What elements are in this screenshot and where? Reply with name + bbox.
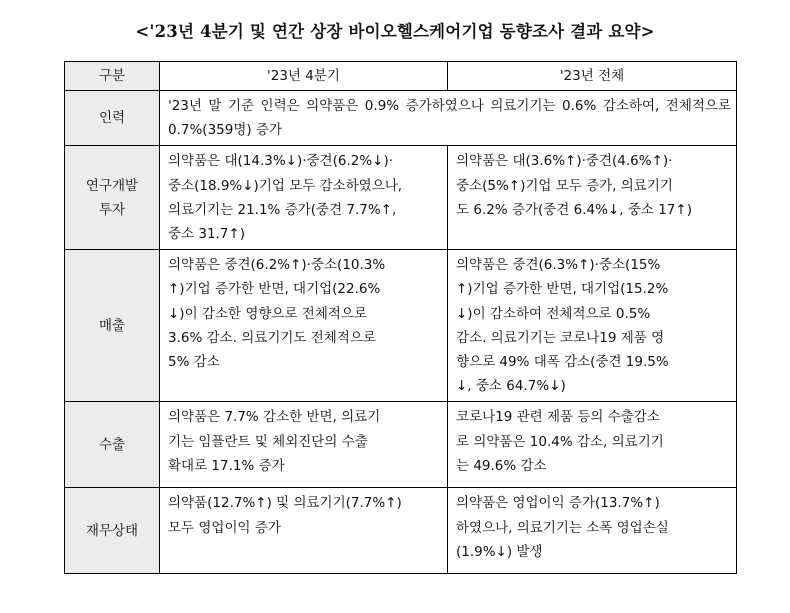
cell-line: ↑)기업 증가한 반면, 대기업(22.6% (168, 281, 381, 298)
cell-line: 확대로 17.1% 증가 (168, 457, 285, 474)
cell-line: 감소. 의료기기는 코로나19 제품 영 (456, 329, 665, 346)
cell-line: 는 49.6% 감소 (456, 457, 547, 474)
cell-line: 의약품은 7.7% 감소한 반면, 의료기 (168, 409, 381, 426)
row-label: 매출 (65, 250, 160, 402)
cell-line: 의약품은 대(14.3%↓)·중견(6.2%↓)· (168, 153, 394, 170)
cell-line: 의약품은 중견(6.2%↑)·중소(10.3% (168, 257, 386, 274)
header-q4: '23년 4분기 (160, 62, 448, 91)
cell-line: 의약품은 영업이익 증가(13.7%↑) (456, 495, 660, 512)
header-row (65, 62, 737, 91)
row-rnd-investment (65, 146, 737, 250)
cell-line: 모두 영업이익 증가 (168, 519, 281, 536)
row-label: 수출 (65, 402, 160, 488)
row-financial-status (65, 488, 737, 574)
cell-line: 의료기기는 21.1% 증가(중견 7.7%↑, (168, 201, 397, 218)
cell-line: 향으로 49% 대폭 감소(중견 19.5% (456, 354, 669, 371)
annual-cell (448, 250, 737, 402)
cell-line: 중소(18.9%↓)기업 모두 감소하였으나, (168, 177, 403, 194)
summary-table (64, 61, 737, 574)
cell-line: 의약품은 대(3.6%↑)·중견(4.6%↑)· (456, 153, 673, 170)
cell-text: '23년 말 기준 인력은 의약품은 0.9% 증가하였으나 의료기기는 0.6% 감소하여, 전체적으로 0.7%(359명) 증가 (168, 98, 731, 139)
cell-line: 하였으나, 의료기기는 소폭 영업손실 (456, 519, 669, 536)
cell-line: ↓)이 감소하여 전체적으로 0.5% (456, 305, 651, 322)
row-workforce (65, 91, 737, 146)
cell-line: (1.9%↓) 발생 (456, 543, 543, 560)
row-label: 재무상태 (65, 488, 160, 574)
cell-line: ↓)이 감소한 영향으로 전체적으로 (168, 305, 367, 322)
row-exports (65, 402, 737, 488)
row-label-line: 투자 (98, 201, 126, 218)
cell-line: 도 6.2% 증가(중견 6.4%↓, 중소 17↑) (456, 201, 692, 218)
cell-line: 3.6% 감소. 의료기기도 전체적으로 (168, 329, 376, 346)
q4-cell (160, 250, 448, 402)
cell-line: 5% 감소 (168, 354, 220, 371)
q4-cell (160, 146, 448, 250)
cell-line: 중소 31.7↑) (168, 226, 246, 243)
cell-line: 중소(5%↑)기업 모두 증가, 의료기기 (456, 177, 673, 194)
q4-cell (160, 488, 448, 574)
annual-cell (448, 402, 737, 488)
q4-cell (160, 402, 448, 488)
annual-cell (448, 488, 737, 574)
cell-line: 의약품(12.7%↑) 및 의료기기(7.7%↑) (168, 495, 402, 512)
row-label (65, 146, 160, 250)
cell-line: ↑)기업 증가한 반면, 대기업(15.2% (456, 281, 669, 298)
merged-cell (160, 91, 737, 146)
page-title: <'23년 4분기 및 연간 상장 바이오헬스케어기업 동향조사 결과 요약> (135, 22, 655, 41)
cell-line: 로 의약품은 10.4% 감소, 의료기기 (456, 433, 664, 450)
header-annual: '23년 전체 (448, 62, 737, 91)
row-label-line: 연구개발 (85, 177, 139, 194)
cell-line: ↓, 중소 64.7%↓) (456, 378, 566, 395)
cell-line: 기는 임플란트 및 체외진단의 수출 (168, 433, 368, 450)
row-label: 인력 (65, 91, 160, 146)
cell-line: 코로나19 관련 제품 등의 수출감소 (456, 409, 660, 426)
cell-line: 의약품은 중견(6.3%↑)·중소(15% (456, 257, 661, 274)
annual-cell (448, 146, 737, 250)
header-category: 구분 (65, 62, 160, 91)
row-sales (65, 250, 737, 402)
